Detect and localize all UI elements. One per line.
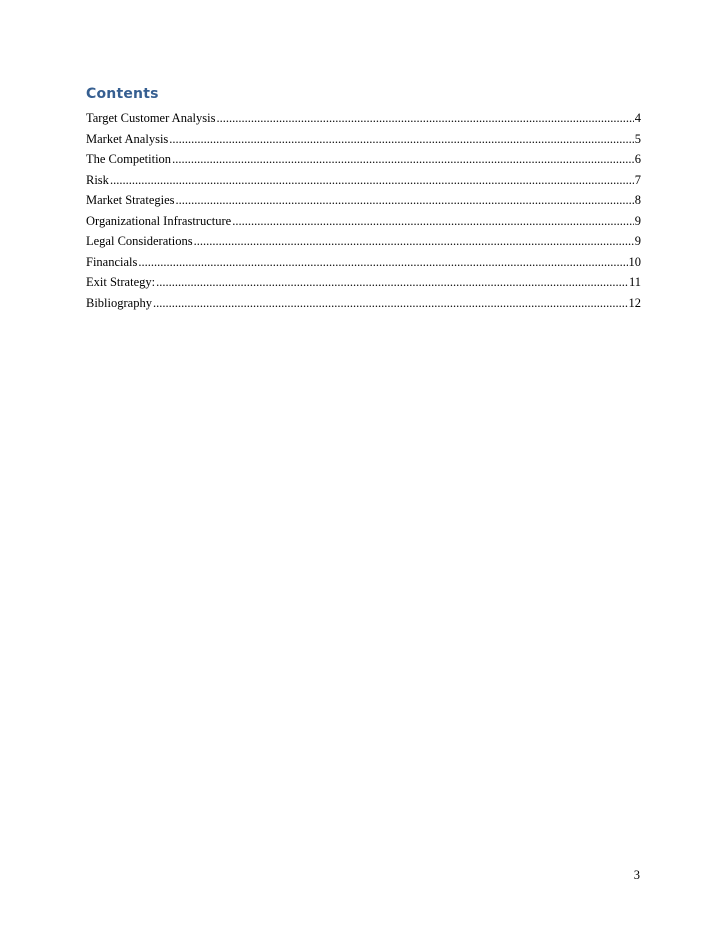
toc-entry-title[interactable]: Bibliography (86, 295, 152, 310)
toc-entry[interactable] (86, 212, 641, 233)
toc-dot-leader (194, 232, 634, 250)
toc-entry[interactable] (86, 171, 641, 192)
toc-entry-page[interactable]: 12 (628, 295, 641, 310)
toc-entry-title[interactable]: Financials (86, 254, 138, 269)
toc-entry-title[interactable]: The Competition (86, 152, 172, 166)
toc-entry[interactable] (86, 109, 641, 130)
toc-entry[interactable] (86, 253, 641, 274)
toc-entry-page[interactable]: 10 (628, 254, 641, 269)
toc-entry-page[interactable]: 8 (634, 193, 641, 207)
toc-entry-page[interactable]: 5 (634, 131, 641, 146)
toc-dot-leader (232, 212, 634, 230)
toc-entry-title[interactable]: Legal Considerations (86, 234, 193, 248)
toc-entry[interactable] (86, 150, 641, 171)
toc-entry-page[interactable]: 9 (634, 213, 641, 228)
toc-entry[interactable] (86, 273, 641, 294)
toc-dot-leader (176, 191, 634, 209)
page-number: 3 (633, 868, 640, 882)
toc-dot-leader (138, 253, 627, 271)
toc-entry-title[interactable]: Risk (86, 172, 109, 187)
toc-heading: Contents (86, 86, 159, 102)
toc-dot-leader (153, 294, 628, 312)
toc-entry-page[interactable]: 9 (634, 234, 641, 248)
toc-dot-leader (156, 273, 628, 291)
toc-entry-title[interactable]: Target Customer Analysis (86, 111, 216, 125)
toc-entry[interactable] (86, 130, 641, 151)
toc-entry-title[interactable]: Organizational Infrastructure (86, 213, 232, 228)
toc-dot-leader (169, 130, 633, 148)
toc-entry-title[interactable]: Market Strategies (86, 193, 175, 207)
toc-entry[interactable] (86, 294, 641, 315)
toc-entry-page[interactable]: 11 (628, 275, 641, 289)
toc-entry[interactable] (86, 191, 641, 212)
toc-entry-title[interactable]: Market Analysis (86, 131, 169, 146)
toc-dot-leader (110, 171, 634, 189)
table-of-contents (86, 109, 641, 314)
toc-entry-page[interactable]: 4 (634, 111, 641, 125)
toc-entry-page[interactable]: 7 (634, 172, 641, 187)
toc-entry[interactable] (86, 232, 641, 253)
toc-entry-title[interactable]: Exit Strategy: (86, 275, 156, 289)
toc-dot-leader (216, 109, 633, 127)
toc-dot-leader (172, 150, 634, 168)
toc-entry-page[interactable]: 6 (634, 152, 641, 166)
